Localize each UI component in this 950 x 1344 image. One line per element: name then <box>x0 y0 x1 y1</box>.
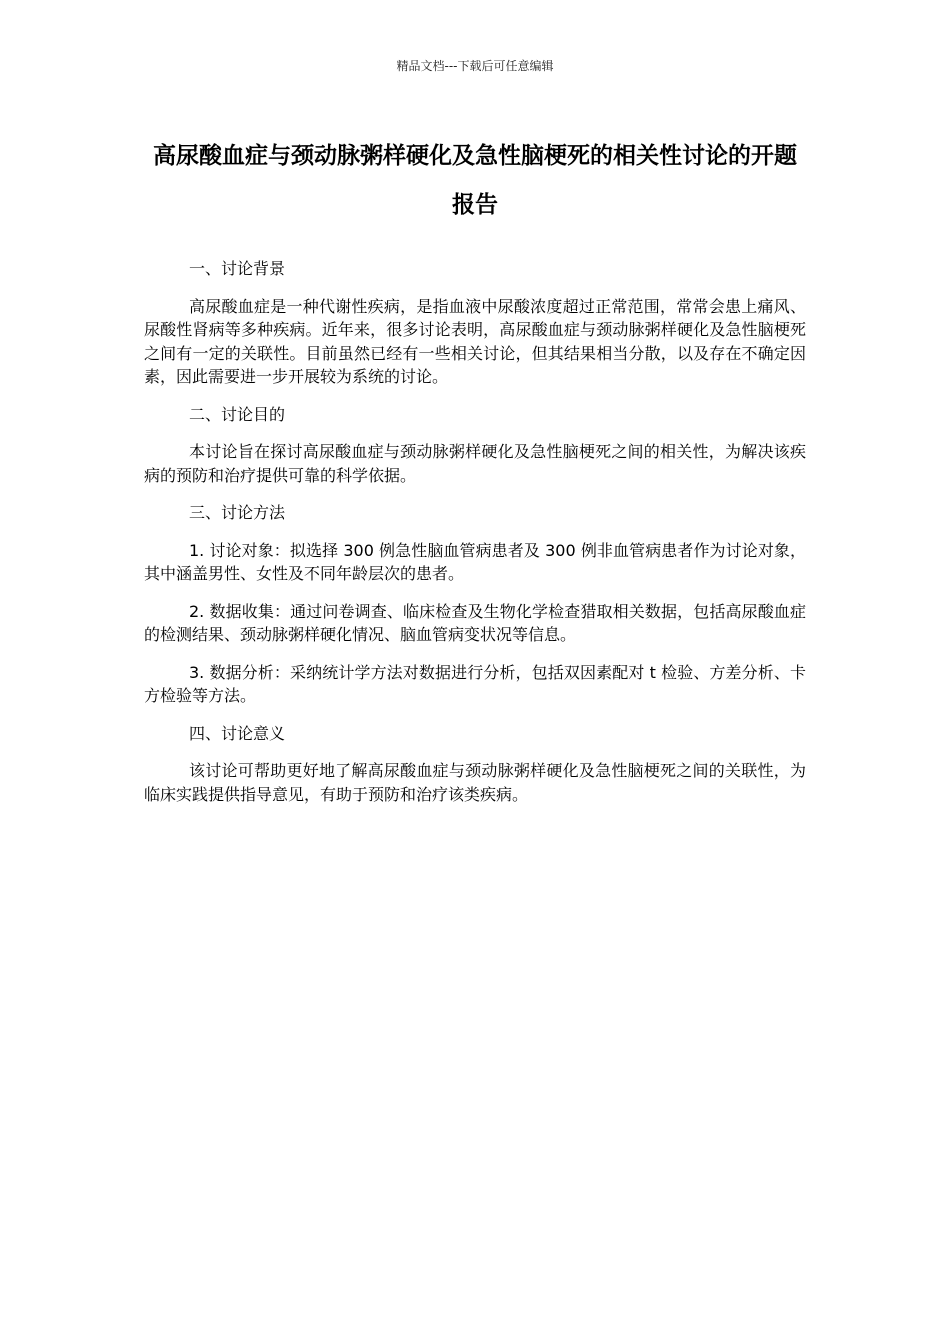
paragraph-method-data-analysis: 3. 数据分析：采纳统计学方法对数据进行分析，包括双因素配对 t 检验、方差分析、卡方检验等方法。 <box>144 662 806 705</box>
paragraph-purpose: 本讨论旨在探讨高尿酸血症与颈动脉粥样硬化及急性脑梗死之间的相关性，为解决该疾病的预防和治疗提供可靠的科学依据。 <box>144 442 806 485</box>
paragraph-method-data-collection: 2. 数据收集：通过问卷调查、临床检查及生物化学检查猎取相关数据，包括高尿酸血症的检测结果、颈动脉粥样硬化情况、脑血管病变状况等信息。 <box>144 601 806 644</box>
document-title: 高尿酸血症与颈动脉粥样硬化及急性脑梗死的相关性讨论的开题报告 <box>153 143 797 218</box>
section-heading-background: 一、讨论背景 <box>189 259 286 278</box>
section-heading-significance: 四、讨论意义 <box>189 723 286 743</box>
paragraph-background: 高尿酸血症是一种代谢性疾病，是指血液中尿酸浓度超过正常范围，常常会患上痛风、尿酸性肾病等多种疾病。近年来，很多讨论表明，高尿酸血症与颈动脉粥样硬化及急性脑梗死之间有一定的关联性。目前虽然已经有一些相关讨论，但其结果相当分散，以及存在不确定因素，因此需要进一步开展较为系统的讨论。 <box>144 296 806 386</box>
header-note: 精品文档---下载后可任意编辑 <box>396 59 554 73</box>
paragraph-significance: 该讨论可帮助更好地了解高尿酸血症与颈动脉粥样硬化及急性脑梗死之间的关联性，为临床实践提供指导意见，有助于预防和治疗该类疾病。 <box>144 761 806 804</box>
section-heading-purpose: 二、讨论目的 <box>189 404 286 424</box>
paragraph-method-subjects: 1. 讨论对象：拟选择 300 例急性脑血管病患者及 300 例非血管病患者作为讨论对象，其中涵盖男性、女性及不同年龄层次的患者。 <box>144 540 806 583</box>
document-body <box>144 257 806 820</box>
section-heading-methods: 三、讨论方法 <box>189 503 286 522</box>
